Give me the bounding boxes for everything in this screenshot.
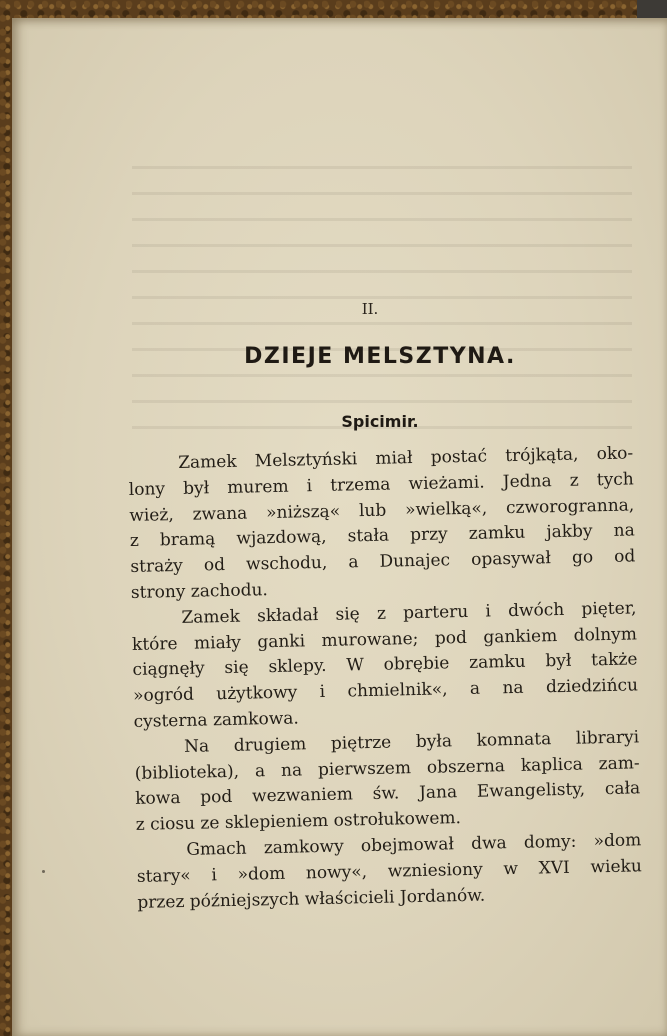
text-line: ciągnęły się sklepy. W obrębie zamku był także: [132, 649, 638, 681]
text-line: przez późniejszych właścicieli Jordanów.: [137, 885, 486, 913]
text-line: strony zachodu.: [130, 580, 269, 603]
text-line: Na drugiem piętrze była komnata libraryi: [183, 727, 640, 757]
text-line: »ogród użytkowy i chmielnik«, a na dziedzińcu: [132, 675, 639, 707]
section-title: Spicimir.: [341, 412, 419, 431]
text-line: wież, zwana »niższą« lub »wielką«, czworogranna,: [129, 495, 635, 526]
chapter-number: II.: [361, 300, 379, 318]
text-line: stary« i »dom nowy«, wzniesiony w XVI wieku: [136, 856, 642, 887]
text-line: z bramą wjazdową, stała przy zamku jakby na: [129, 520, 635, 552]
text-line: Zamek składał się z parteru i dwóch pięter,: [181, 598, 637, 628]
text-line: które miały ganki murowane; pod gankiem dolnym: [131, 623, 638, 655]
text-line: kowa pod wezwaniem św. Jana Ewangelisty, cała: [135, 778, 641, 810]
text-line: Gmach zamkowy obejmował dwa domy: »dom: [186, 830, 642, 860]
text-line: (biblioteka), a na pierwszem obszerna kaplica zam-: [134, 752, 640, 784]
text-line: straży od wschodu, a Dunajec opasywał go od: [130, 546, 636, 578]
page-speck: [42, 870, 45, 873]
text-line: cysterna zamkowa.: [133, 708, 300, 732]
text-line: Zamek Melsztyński miał postać trójkąta, oko-: [178, 443, 634, 473]
text-line: lony był murem i trzema wieżami. Jedna z tych: [128, 469, 634, 500]
text-line: z ciosu ze sklepieniem ostrołukowem.: [135, 808, 462, 836]
chapter-title: DZIEJE MELSZTYNA.: [244, 344, 516, 369]
body-text: [128, 441, 643, 916]
bleed-through-text: [132, 148, 632, 438]
